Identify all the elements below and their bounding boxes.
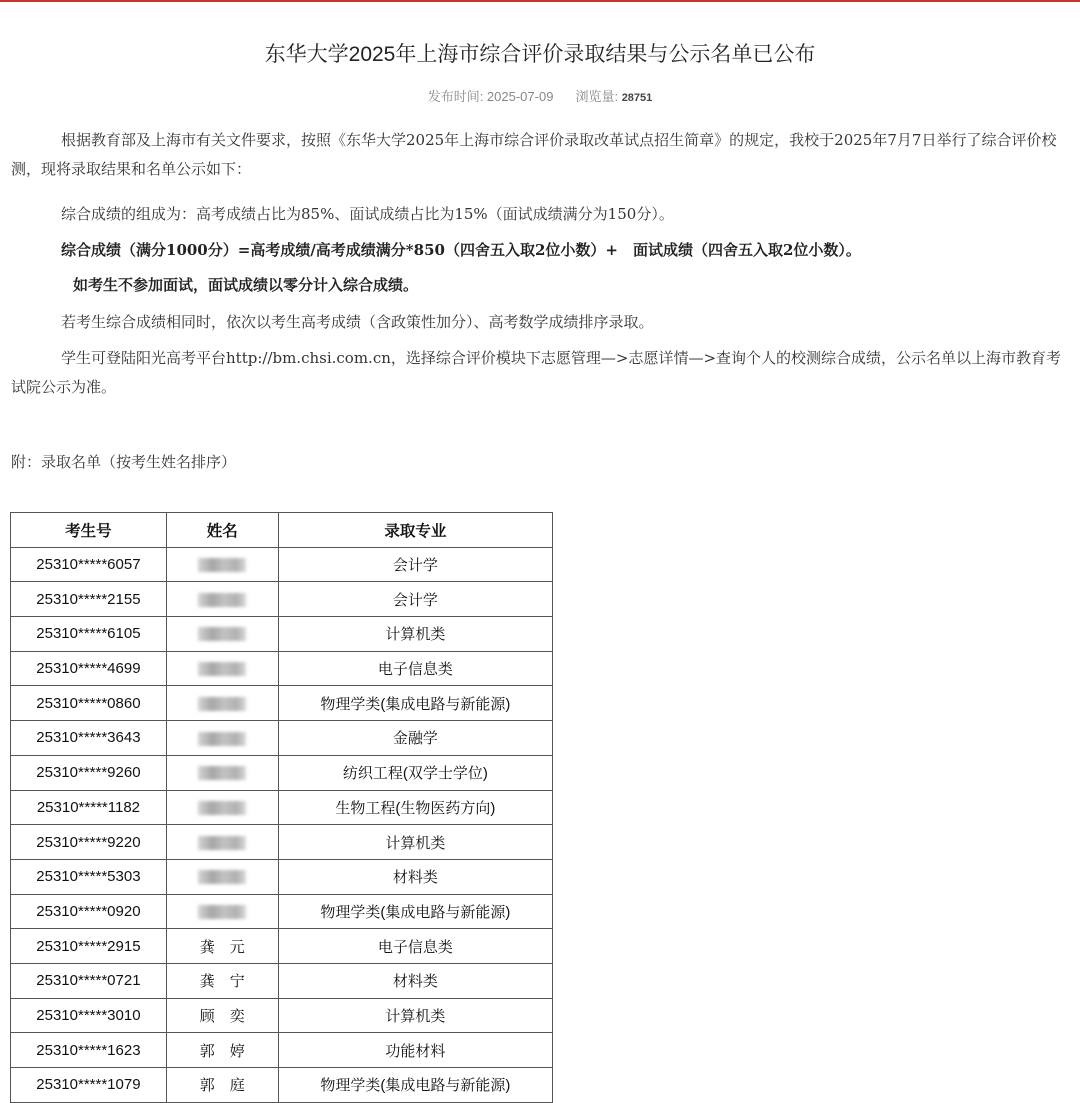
publish-date: 发布时间: 2025-07-09 [427,89,554,104]
paragraph-intro: 根据教育部及上海市有关文件要求，按照《东华大学2025年上海市综合评价录取改革试点招生简章》的规定，我校于2025年7月7日举行了综合评价校测，现将录取结果和名单公示如下： [11,131,1057,178]
table-row [11,825,553,860]
major-cell: 计算机类 [278,998,552,1033]
major-cell: 功能材料 [278,1033,552,1068]
redacted-name [198,801,246,815]
name-cell [166,582,278,617]
table-row [11,998,553,1033]
table-row [11,790,553,825]
major-cell: 计算机类 [278,617,552,652]
table-row [11,686,553,721]
views-count: 28751 [621,92,653,104]
redacted-name [198,593,246,607]
table-row [11,651,553,686]
views-label: 浏览量: [575,89,619,104]
paragraph-absent-rule: 如考生不参加面试，面试成绩以零分计入综合成绩。 [73,276,419,294]
redacted-name [198,836,246,850]
name-cell: 顾 奕 [166,998,278,1033]
major-cell: 会计学 [278,582,552,617]
major-cell: 电子信息类 [278,929,552,964]
redacted-name [198,905,246,919]
paragraph-query-instructions: 学生可登陆阳光高考平台http://bm.chsi.com.cn，选择综合评价模块下志愿管理—>志愿详情—>查询个人的校测综合成绩，公示名单以上海市教育考试院公示为准。 [11,349,1062,396]
exam-id-cell: 25310*****9260 [11,755,167,790]
paragraph-composition: 综合成绩的组成为：高考成绩占比为85%、面试成绩占比为15%（面试成绩满分为150分）。 [61,205,674,223]
redacted-name [198,766,246,780]
name-cell [166,894,278,929]
table-row [11,617,553,652]
table-row [11,755,553,790]
major-cell: 电子信息类 [278,651,552,686]
article-title: 东华大学2025年上海市综合评价录取结果与公示名单已公布 [264,43,816,66]
table-row [11,894,553,929]
name-cell: 郭 庭 [166,1068,278,1103]
table-header-row [11,513,553,548]
exam-id-cell: 25310*****1079 [11,1068,167,1103]
table-row [11,721,553,756]
major-cell: 纺织工程(双学士学位) [278,755,552,790]
major-cell: 生物工程(生物医药方向) [278,790,552,825]
redacted-name [198,627,246,641]
paragraph-formula: 综合成绩（满分1000分）=高考成绩/高考成绩满分*850（四舍五入取2位小数）+ 面试成绩（四舍五入取2位小数）。 [61,241,861,259]
name-cell [166,859,278,894]
table-row [11,1068,553,1103]
redacted-name [198,870,246,884]
exam-id-cell: 25310*****0920 [11,894,167,929]
name-cell: 龚 元 [166,929,278,964]
redacted-name [198,697,246,711]
exam-id-cell: 25310*****3010 [11,998,167,1033]
exam-id-cell: 25310*****6057 [11,547,167,582]
name-cell: 龚 宁 [166,963,278,998]
exam-id-cell: 25310*****2155 [11,582,167,617]
name-cell: 郭 婷 [166,1033,278,1068]
exam-id-cell: 25310*****6105 [11,617,167,652]
table-row [11,582,553,617]
major-cell: 物理学类(集成电路与新能源) [278,1068,552,1103]
major-cell: 物理学类(集成电路与新能源) [278,894,552,929]
major-cell: 材料类 [278,963,552,998]
header-exam-id: 考生号 [11,513,167,548]
major-cell: 材料类 [278,859,552,894]
redacted-name [198,732,246,746]
major-cell: 物理学类(集成电路与新能源) [278,686,552,721]
exam-id-cell: 25310*****4699 [11,651,167,686]
exam-id-cell: 25310*****0860 [11,686,167,721]
exam-id-cell: 25310*****0721 [11,963,167,998]
exam-id-cell: 25310*****9220 [11,825,167,860]
name-cell [166,617,278,652]
table-row [11,859,553,894]
exam-id-cell: 25310*****1182 [11,790,167,825]
table-row [11,547,553,582]
table-row [11,1033,553,1068]
name-cell [166,825,278,860]
top-accent-line [0,0,1080,2]
major-cell: 会计学 [278,547,552,582]
redacted-name [198,558,246,572]
header-name: 姓名 [166,513,278,548]
table-row [11,929,553,964]
exam-id-cell: 25310*****2915 [11,929,167,964]
exam-id-cell: 25310*****5303 [11,859,167,894]
paragraph-tiebreak: 若考生综合成绩相同时，依次以考生高考成绩（含政策性加分）、高考数学成绩排序录取。 [61,313,654,331]
redacted-name [198,662,246,676]
table-row [11,963,553,998]
exam-id-cell: 25310*****3643 [11,721,167,756]
major-cell: 金融学 [278,721,552,756]
name-cell [166,686,278,721]
name-cell [166,790,278,825]
article-meta [0,86,1080,105]
header-major: 录取专业 [278,513,552,548]
major-cell: 计算机类 [278,825,552,860]
name-cell [166,721,278,756]
admission-list-table [10,512,553,1103]
name-cell [166,755,278,790]
attachment-heading: 附：录取名单（按考生姓名排序） [11,453,237,471]
exam-id-cell: 25310*****1623 [11,1033,167,1068]
name-cell [166,651,278,686]
name-cell [166,547,278,582]
